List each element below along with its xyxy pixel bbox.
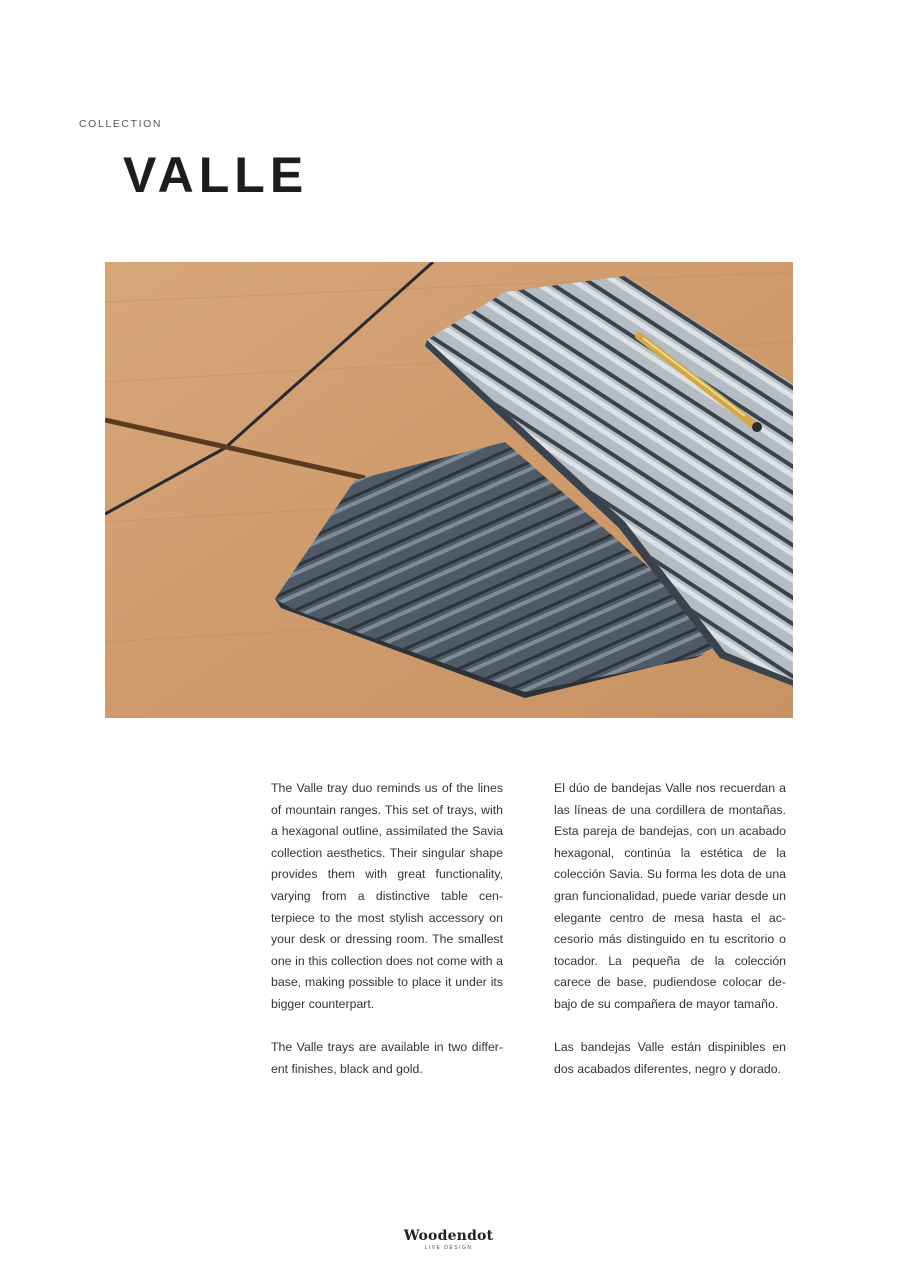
product-photo: [105, 262, 793, 718]
english-paragraph-2: The Valle trays are available in two different finishes, black and gold.: [271, 1040, 503, 1076]
spanish-paragraph-1: El dúo de bandejas Valle nos recuerdan a las líneas de una cordillera de montañas. Esta pareja de bandejas, con un acabado hexagonal, continúa la estética de la colección Savia. Su forma les dota de una gran funcionalidad, puede variar desde un elegante centro de mesa hasta el accesorio más distinguido en tu escritorio o tocador. La pequeña de la colección carece de base, pudiendose colocar debajo de su compañera de mayor tamaño.: [554, 781, 786, 1011]
brand-tagline: LIVE DESIGN: [424, 1245, 473, 1251]
brand-logo: [0, 1228, 897, 1251]
english-description: [271, 778, 503, 1080]
brand-name: Woodendot: [403, 1228, 494, 1244]
spanish-paragraph-2: Las bandejas Valle están dispinibles en dos acabados diferentes, negro y dorado.: [554, 1040, 786, 1076]
spanish-description: [554, 778, 786, 1080]
collection-eyebrow: COLLECTION: [79, 118, 163, 130]
english-paragraph-1: The Valle tray duo reminds us of the lines of mountain ranges. This set of trays, with a hexagonal outline, assimilated the Savia collection aesthetics. Their singular shape provides them with great functionality, varying from a distinctive table centerpiece to the most stylish accessory on your desk or dressing room. The smallest one in this collection does not come with a base, making possible to place it under its bigger counterpart.: [271, 781, 503, 1011]
page-title: VALLE: [123, 147, 309, 203]
